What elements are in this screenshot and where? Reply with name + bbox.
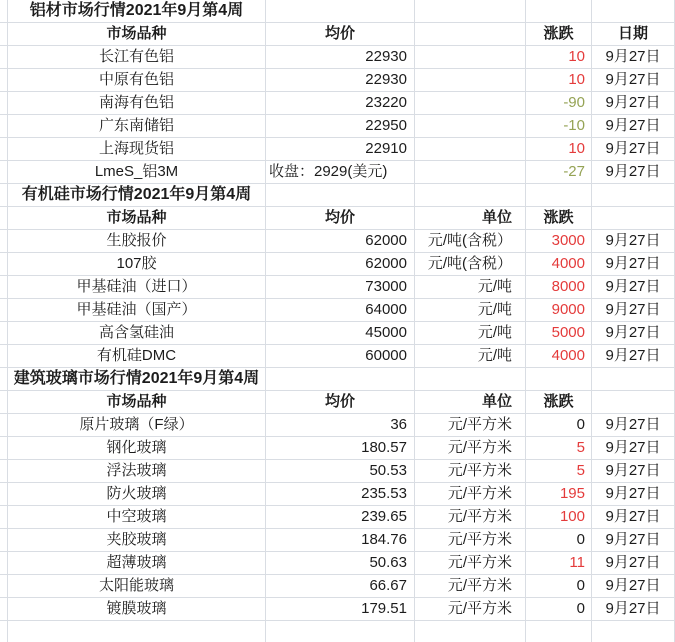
- spacer-cell: [0, 414, 8, 437]
- cell-market-name[interactable]: 高含氢硅油: [8, 322, 266, 345]
- spacer-cell: [0, 575, 8, 598]
- empty-cell: [266, 0, 415, 23]
- table-row: [0, 345, 675, 368]
- cell-unit[interactable]: 元/平方米: [415, 483, 526, 506]
- cell-change[interactable]: 5000: [526, 322, 592, 345]
- spacer-cell: [0, 161, 8, 184]
- cell-market-name[interactable]: 钢化玻璃: [8, 437, 266, 460]
- cell-average-price[interactable]: 22930: [266, 69, 415, 92]
- spacer-cell: [0, 138, 8, 161]
- cell-market-name[interactable]: 夹胶玻璃: [8, 529, 266, 552]
- table-row: [0, 230, 675, 253]
- empty-cell: [526, 0, 592, 23]
- table-row: [0, 92, 675, 115]
- cell-market-name[interactable]: 上海现货铝: [8, 138, 266, 161]
- table-row: [0, 483, 675, 506]
- cell-average-price[interactable]: 23220: [266, 92, 415, 115]
- spacer-cell: [0, 230, 8, 253]
- cell-date[interactable]: 9月27日: [592, 437, 675, 460]
- table-row: [0, 575, 675, 598]
- cell-date[interactable]: 9月27日: [592, 299, 675, 322]
- cell-unit[interactable]: 元/吨: [415, 299, 526, 322]
- cell-unit[interactable]: [415, 161, 526, 184]
- cell-market-name[interactable]: 甲基硅油（进口）: [8, 276, 266, 299]
- cell-date[interactable]: 9月27日: [592, 598, 675, 621]
- section-title[interactable]: 建筑玻璃市场行情2021年9月第4周: [8, 368, 266, 391]
- table-row: [0, 138, 675, 161]
- cell-change[interactable]: -90: [526, 92, 592, 115]
- cell-unit[interactable]: [415, 115, 526, 138]
- cell-average-price[interactable]: 73000: [266, 276, 415, 299]
- table-row: [0, 276, 675, 299]
- spacer-cell: [0, 506, 8, 529]
- col-header-price[interactable]: 均价: [266, 207, 415, 230]
- cell-unit[interactable]: 元/平方米: [415, 529, 526, 552]
- empty-cell: [0, 621, 8, 642]
- spacer-cell: [0, 92, 8, 115]
- spacer-cell: [0, 552, 8, 575]
- cell-market-name[interactable]: 甲基硅油（国产）: [8, 299, 266, 322]
- empty-cell: [266, 184, 415, 207]
- cell-market-name[interactable]: 太阳能玻璃: [8, 575, 266, 598]
- cell-change[interactable]: 195: [526, 483, 592, 506]
- table-row: [0, 253, 675, 276]
- cell-average-price[interactable]: 235.53: [266, 483, 415, 506]
- col-header-price[interactable]: 均价: [266, 23, 415, 46]
- cell-date[interactable]: 9月27日: [592, 460, 675, 483]
- cell-unit[interactable]: 元/吨: [415, 276, 526, 299]
- col-header-date[interactable]: [592, 207, 675, 230]
- empty-cell: [592, 368, 675, 391]
- spacer-cell: [0, 253, 8, 276]
- empty-cell: [526, 184, 592, 207]
- spacer-cell: [0, 115, 8, 138]
- col-header-change[interactable]: 涨跌: [526, 23, 592, 46]
- cell-average-price[interactable]: 184.76: [266, 529, 415, 552]
- cell-change[interactable]: 3000: [526, 230, 592, 253]
- cell-date[interactable]: 9月27日: [592, 529, 675, 552]
- empty-cell: [592, 184, 675, 207]
- cell-market-name[interactable]: 长江有色铝: [8, 46, 266, 69]
- cell-date[interactable]: 9月27日: [592, 322, 675, 345]
- cell-date[interactable]: 9月27日: [592, 552, 675, 575]
- col-header-unit[interactable]: [415, 23, 526, 46]
- cell-change[interactable]: 5: [526, 460, 592, 483]
- spacer-cell: [0, 529, 8, 552]
- spacer-cell: [0, 483, 8, 506]
- empty-cell: [526, 621, 592, 642]
- col-header-change[interactable]: 涨跌: [526, 207, 592, 230]
- cell-market-name[interactable]: 中原有色铝: [8, 69, 266, 92]
- table-row: [0, 529, 675, 552]
- cell-change[interactable]: 100: [526, 506, 592, 529]
- cell-unit[interactable]: 元/吨(含税）: [415, 230, 526, 253]
- cell-change[interactable]: 10: [526, 69, 592, 92]
- col-header-change[interactable]: 涨跌: [526, 391, 592, 414]
- cell-change[interactable]: -10: [526, 115, 592, 138]
- col-header-name[interactable]: 市场品种: [8, 391, 266, 414]
- empty-cell: [526, 368, 592, 391]
- empty-cell: [415, 621, 526, 642]
- cell-date[interactable]: 9月27日: [592, 115, 675, 138]
- cell-change[interactable]: -27: [526, 161, 592, 184]
- cell-average-price[interactable]: 50.63: [266, 552, 415, 575]
- empty-cell: [8, 621, 266, 642]
- cell-market-name[interactable]: 浮法玻璃: [8, 460, 266, 483]
- col-header-unit[interactable]: 单位: [415, 207, 526, 230]
- table-row: [0, 414, 675, 437]
- cell-average-price[interactable]: 62000: [266, 253, 415, 276]
- cell-date[interactable]: 9月27日: [592, 483, 675, 506]
- cell-change[interactable]: 4000: [526, 253, 592, 276]
- spacer-cell: [0, 0, 8, 23]
- cell-market-name[interactable]: LmeS_铝3M: [8, 161, 266, 184]
- empty-cell: [415, 184, 526, 207]
- cell-unit[interactable]: 元/平方米: [415, 506, 526, 529]
- cell-market-name[interactable]: 有机硅DMC: [8, 345, 266, 368]
- cell-average-price[interactable]: 22910: [266, 138, 415, 161]
- cell-unit[interactable]: 元/平方米: [415, 437, 526, 460]
- spacer-cell: [0, 184, 8, 207]
- cell-unit[interactable]: 元/平方米: [415, 414, 526, 437]
- table-row: [0, 69, 675, 92]
- spacer-cell: [0, 46, 8, 69]
- table-row: [0, 598, 675, 621]
- cell-date[interactable]: 9月27日: [592, 345, 675, 368]
- cell-date[interactable]: 9月27日: [592, 92, 675, 115]
- column-header-row: [0, 23, 675, 46]
- table-row: [0, 322, 675, 345]
- table-row: [0, 46, 675, 69]
- table-row: [0, 115, 675, 138]
- cell-market-name[interactable]: 107胶: [8, 253, 266, 276]
- cell-average-price[interactable]: 36: [266, 414, 415, 437]
- empty-cell: [266, 621, 415, 642]
- cell-average-price[interactable]: 62000: [266, 230, 415, 253]
- cell-date[interactable]: 9月27日: [592, 506, 675, 529]
- cell-date[interactable]: 9月27日: [592, 138, 675, 161]
- section-title-row: [0, 368, 675, 391]
- cell-average-price[interactable]: 66.67: [266, 575, 415, 598]
- cell-change[interactable]: 0: [526, 575, 592, 598]
- cell-unit[interactable]: 元/平方米: [415, 575, 526, 598]
- section-title-row: [0, 0, 675, 23]
- spacer-cell: [0, 345, 8, 368]
- spacer-cell: [0, 368, 8, 391]
- cell-date[interactable]: 9月27日: [592, 276, 675, 299]
- cell-average-price[interactable]: 60000: [266, 345, 415, 368]
- column-header-row: [0, 207, 675, 230]
- cell-date[interactable]: 9月27日: [592, 575, 675, 598]
- cell-unit[interactable]: [415, 69, 526, 92]
- cell-average-price[interactable]: 22950: [266, 115, 415, 138]
- cell-change[interactable]: 5: [526, 437, 592, 460]
- spacer-cell: [0, 23, 8, 46]
- spacer-cell: [0, 69, 8, 92]
- cell-change[interactable]: 10: [526, 46, 592, 69]
- cell-average-price[interactable]: 239.65: [266, 506, 415, 529]
- cell-market-name[interactable]: 生胶报价: [8, 230, 266, 253]
- cell-date[interactable]: 9月27日: [592, 161, 675, 184]
- cell-unit[interactable]: 元/平方米: [415, 460, 526, 483]
- col-header-name[interactable]: 市场品种: [8, 23, 266, 46]
- cell-average-price[interactable]: 180.57: [266, 437, 415, 460]
- cell-change[interactable]: 0: [526, 529, 592, 552]
- spacer-cell: [0, 276, 8, 299]
- table-row: [0, 161, 675, 184]
- cell-date[interactable]: 9月27日: [592, 253, 675, 276]
- section-title[interactable]: 铝材市场行情2021年9月第4周: [8, 0, 266, 23]
- cell-date[interactable]: 9月27日: [592, 414, 675, 437]
- cell-average-price[interactable]: 50.53: [266, 460, 415, 483]
- spacer-cell: [0, 207, 8, 230]
- spacer-cell: [0, 437, 8, 460]
- col-header-name[interactable]: 市场品种: [8, 207, 266, 230]
- cell-change[interactable]: 9000: [526, 299, 592, 322]
- cell-average-price[interactable]: 64000: [266, 299, 415, 322]
- cell-market-name[interactable]: 中空玻璃: [8, 506, 266, 529]
- column-header-row: [0, 391, 675, 414]
- cell-change[interactable]: 8000: [526, 276, 592, 299]
- cell-average-price[interactable]: 45000: [266, 322, 415, 345]
- col-header-unit[interactable]: 单位: [415, 391, 526, 414]
- spacer-cell: [0, 460, 8, 483]
- cell-average-price[interactable]: 179.51: [266, 598, 415, 621]
- cell-change[interactable]: 4000: [526, 345, 592, 368]
- section-title-row: [0, 184, 675, 207]
- cell-market-name[interactable]: 广东南储铝: [8, 115, 266, 138]
- empty-partial-row: [0, 621, 675, 642]
- table-row: [0, 299, 675, 322]
- cell-unit[interactable]: [415, 138, 526, 161]
- spacer-cell: [0, 598, 8, 621]
- table-row: [0, 552, 675, 575]
- table-row: [0, 437, 675, 460]
- cell-unit[interactable]: 元/平方米: [415, 598, 526, 621]
- cell-market-name[interactable]: 南海有色铝: [8, 92, 266, 115]
- cell-date[interactable]: 9月27日: [592, 69, 675, 92]
- empty-cell: [592, 0, 675, 23]
- col-header-date[interactable]: [592, 391, 675, 414]
- spacer-cell: [0, 299, 8, 322]
- empty-cell: [266, 368, 415, 391]
- cell-unit[interactable]: 元/吨: [415, 322, 526, 345]
- table-row: [0, 506, 675, 529]
- cell-unit[interactable]: 元/吨: [415, 345, 526, 368]
- cell-change[interactable]: 10: [526, 138, 592, 161]
- empty-cell: [415, 0, 526, 23]
- section-title[interactable]: 有机硅市场行情2021年9月第4周: [8, 184, 266, 207]
- empty-cell: [415, 368, 526, 391]
- cell-unit[interactable]: 元/吨(含税）: [415, 253, 526, 276]
- cell-market-name[interactable]: 超薄玻璃: [8, 552, 266, 575]
- cell-market-name[interactable]: 镀膜玻璃: [8, 598, 266, 621]
- col-header-date[interactable]: 日期: [592, 23, 675, 46]
- cell-average-price[interactable]: 收盘：2929(美元): [266, 161, 415, 184]
- cell-market-name[interactable]: 原片玻璃（F绿）: [8, 414, 266, 437]
- cell-change[interactable]: 0: [526, 414, 592, 437]
- cell-unit[interactable]: [415, 92, 526, 115]
- cell-change[interactable]: 0: [526, 598, 592, 621]
- cell-date[interactable]: 9月27日: [592, 46, 675, 69]
- cell-change[interactable]: 11: [526, 552, 592, 575]
- spacer-cell: [0, 322, 8, 345]
- cell-average-price[interactable]: 22930: [266, 46, 415, 69]
- cell-market-name[interactable]: 防火玻璃: [8, 483, 266, 506]
- table-row: [0, 460, 675, 483]
- empty-cell: [592, 621, 675, 642]
- col-header-price[interactable]: 均价: [266, 391, 415, 414]
- spacer-cell: [0, 391, 8, 414]
- cell-unit[interactable]: 元/平方米: [415, 552, 526, 575]
- cell-date[interactable]: 9月27日: [592, 230, 675, 253]
- cell-unit[interactable]: [415, 46, 526, 69]
